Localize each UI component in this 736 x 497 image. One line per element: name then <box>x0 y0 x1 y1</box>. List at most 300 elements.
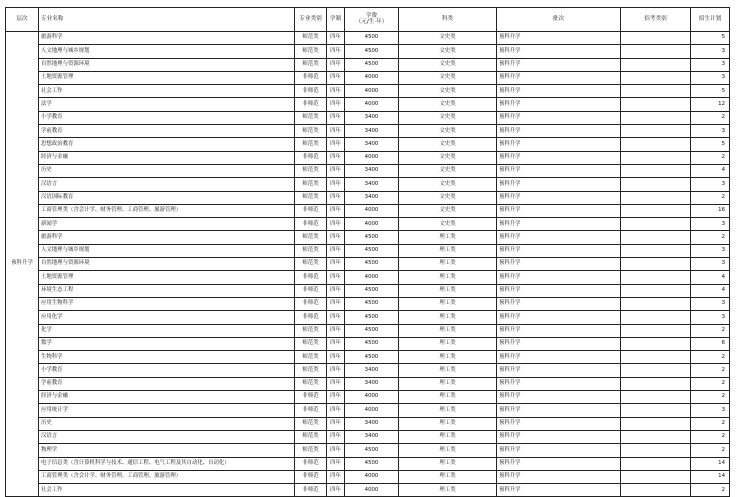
table-row <box>6 164 730 177</box>
table-row <box>6 204 730 217</box>
subject-cell: 理工类 <box>399 311 497 324</box>
quota-cell: 2 <box>691 151 730 164</box>
tuition-cell: 3400 <box>345 164 399 177</box>
duration-cell: 四年 <box>327 125 345 138</box>
batch-cell: 预科升学 <box>497 125 621 138</box>
table-body <box>6 32 730 497</box>
tuition-cell: 4500 <box>345 45 399 58</box>
table-row <box>6 311 730 324</box>
subject-cell: 理工类 <box>399 231 497 244</box>
tuition-cell: 4500 <box>345 457 399 470</box>
quota-cell: 2 <box>691 391 730 404</box>
subject-cell: 理工类 <box>399 271 497 284</box>
batch-cell: 预科升学 <box>497 32 621 45</box>
quota-cell: 3 <box>691 218 730 231</box>
batch-cell: 预科升学 <box>497 204 621 217</box>
major-type-cell: 非师范 <box>295 218 327 231</box>
major-name-cell: 土地资源管理 <box>39 71 295 84</box>
batch-cell: 预科升学 <box>497 271 621 284</box>
exam-type-cell <box>621 337 691 350</box>
subject-cell: 文史类 <box>399 45 497 58</box>
table-row <box>6 231 730 244</box>
major-type-cell: 非师范 <box>295 71 327 84</box>
batch-cell: 预科升学 <box>497 377 621 390</box>
batch-cell: 预科升学 <box>497 111 621 124</box>
batch-cell: 预科升学 <box>497 178 621 191</box>
major-type-cell: 非师范 <box>295 85 327 98</box>
batch-cell: 预科升学 <box>497 311 621 324</box>
major-type-cell: 师范类 <box>295 111 327 124</box>
major-type-cell: 师范类 <box>295 444 327 457</box>
batch-cell: 预科升学 <box>497 85 621 98</box>
tuition-cell: 4500 <box>345 58 399 71</box>
duration-cell: 四年 <box>327 284 345 297</box>
exam-type-cell <box>621 178 691 191</box>
major-type-cell: 非师范 <box>295 470 327 483</box>
subject-cell: 文史类 <box>399 58 497 71</box>
tuition-cell: 4500 <box>345 337 399 350</box>
batch-cell: 预科升学 <box>497 71 621 84</box>
exam-type-cell <box>621 58 691 71</box>
batch-cell: 预科升学 <box>497 364 621 377</box>
subject-cell: 文史类 <box>399 218 497 231</box>
quota-cell: 3 <box>691 297 730 310</box>
tuition-cell: 4500 <box>345 32 399 45</box>
quota-cell: 3 <box>691 125 730 138</box>
quota-cell: 2 <box>691 377 730 390</box>
batch-cell: 预科升学 <box>497 324 621 337</box>
tuition-cell: 4000 <box>345 271 399 284</box>
tuition-cell: 4000 <box>345 98 399 111</box>
table-row <box>6 324 730 337</box>
duration-cell: 四年 <box>327 218 345 231</box>
duration-cell: 四年 <box>327 470 345 483</box>
major-type-cell: 非师范 <box>295 284 327 297</box>
tuition-cell: 3400 <box>345 111 399 124</box>
major-name-cell: 新闻学 <box>39 218 295 231</box>
duration-cell: 四年 <box>327 58 345 71</box>
exam-type-cell <box>621 324 691 337</box>
quota-cell: 5 <box>691 138 730 151</box>
batch-cell: 预科升学 <box>497 58 621 71</box>
major-name-cell: 汉语言 <box>39 178 295 191</box>
quota-cell: 2 <box>691 484 730 497</box>
enrollment-plan-table <box>5 7 730 497</box>
table-row <box>6 98 730 111</box>
major-name-cell: 小学教育 <box>39 111 295 124</box>
major-name-cell: 数学 <box>39 337 295 350</box>
tuition-cell: 4000 <box>345 85 399 98</box>
quota-cell: 5 <box>691 32 730 45</box>
major-type-cell: 师范类 <box>295 417 327 430</box>
batch-cell: 预科升学 <box>497 457 621 470</box>
table-row <box>6 391 730 404</box>
major-type-cell: 师范类 <box>295 364 327 377</box>
batch-cell: 预科升学 <box>497 45 621 58</box>
batch-cell: 预科升学 <box>497 404 621 417</box>
quota-cell: 12 <box>691 98 730 111</box>
subject-cell: 理工类 <box>399 364 497 377</box>
duration-cell: 四年 <box>327 324 345 337</box>
table-row <box>6 138 730 151</box>
batch-cell: 预科升学 <box>497 417 621 430</box>
major-type-cell: 师范类 <box>295 244 327 257</box>
table-row <box>6 430 730 443</box>
major-type-cell: 师范类 <box>295 32 327 45</box>
exam-type-cell <box>621 470 691 483</box>
header-duration: 学制 <box>327 8 345 32</box>
duration-cell: 四年 <box>327 244 345 257</box>
table-row <box>6 417 730 430</box>
quota-cell: 3 <box>691 58 730 71</box>
batch-cell: 预科升学 <box>497 337 621 350</box>
exam-type-cell <box>621 164 691 177</box>
duration-cell: 四年 <box>327 85 345 98</box>
major-name-cell: 应用化学 <box>39 311 295 324</box>
duration-cell: 四年 <box>327 391 345 404</box>
major-name-cell: 化学 <box>39 324 295 337</box>
quota-cell: 2 <box>691 231 730 244</box>
exam-type-cell <box>621 457 691 470</box>
table-row <box>6 151 730 164</box>
major-type-cell: 师范类 <box>295 164 327 177</box>
duration-cell: 四年 <box>327 191 345 204</box>
table-row <box>6 364 730 377</box>
subject-cell: 理工类 <box>399 324 497 337</box>
major-name-cell: 学前教育 <box>39 125 295 138</box>
exam-type-cell <box>621 231 691 244</box>
subject-cell: 理工类 <box>399 430 497 443</box>
exam-type-cell <box>621 258 691 271</box>
table-row <box>6 71 730 84</box>
tuition-cell: 3400 <box>345 178 399 191</box>
duration-cell: 四年 <box>327 484 345 497</box>
subject-cell: 理工类 <box>399 337 497 350</box>
major-name-cell: 社会工作 <box>39 85 295 98</box>
table-row <box>6 271 730 284</box>
major-name-cell: 人文地理与城乡规划 <box>39 45 295 58</box>
exam-type-cell <box>621 85 691 98</box>
exam-type-cell <box>621 284 691 297</box>
table-row <box>6 297 730 310</box>
major-type-cell: 师范类 <box>295 324 327 337</box>
major-type-cell: 师范类 <box>295 178 327 191</box>
duration-cell: 四年 <box>327 430 345 443</box>
tuition-cell: 4500 <box>345 284 399 297</box>
batch-cell: 预科升学 <box>497 138 621 151</box>
table-row <box>6 404 730 417</box>
major-type-cell: 师范类 <box>295 351 327 364</box>
subject-cell: 理工类 <box>399 457 497 470</box>
major-name-cell: 思想政治教育 <box>39 138 295 151</box>
batch-cell: 预科升学 <box>497 231 621 244</box>
subject-cell: 理工类 <box>399 484 497 497</box>
exam-type-cell <box>621 417 691 430</box>
tuition-cell: 3400 <box>345 377 399 390</box>
exam-type-cell <box>621 111 691 124</box>
table-row <box>6 85 730 98</box>
header-exam-type: 招考类别 <box>621 8 691 32</box>
exam-type-cell <box>621 271 691 284</box>
major-type-cell: 师范类 <box>295 138 327 151</box>
tuition-cell: 4500 <box>345 297 399 310</box>
duration-cell: 四年 <box>327 178 345 191</box>
tuition-cell: 3400 <box>345 125 399 138</box>
subject-cell: 文史类 <box>399 204 497 217</box>
tuition-cell: 4500 <box>345 351 399 364</box>
table-row <box>6 218 730 231</box>
header-row <box>6 8 730 32</box>
quota-cell: 2 <box>691 417 730 430</box>
batch-cell: 预科升学 <box>497 351 621 364</box>
major-name-cell: 经济与金融 <box>39 151 295 164</box>
table-row <box>6 58 730 71</box>
major-name-cell: 旅游科学 <box>39 32 295 45</box>
major-name-cell: 工商管理类（含会计学、财务管理、工商管理、旅游管理） <box>39 470 295 483</box>
duration-cell: 四年 <box>327 364 345 377</box>
duration-cell: 四年 <box>327 377 345 390</box>
exam-type-cell <box>621 444 691 457</box>
quota-cell: 2 <box>691 191 730 204</box>
subject-cell: 文史类 <box>399 85 497 98</box>
tuition-cell: 4500 <box>345 324 399 337</box>
major-type-cell: 非师范 <box>295 297 327 310</box>
major-name-cell: 经济与金融 <box>39 391 295 404</box>
major-type-cell: 师范类 <box>295 258 327 271</box>
quota-cell: 2 <box>691 430 730 443</box>
table-row <box>6 32 730 45</box>
exam-type-cell <box>621 351 691 364</box>
quota-cell: 4 <box>691 284 730 297</box>
duration-cell: 四年 <box>327 457 345 470</box>
subject-cell: 理工类 <box>399 377 497 390</box>
tuition-cell: 4500 <box>345 444 399 457</box>
major-name-cell: 人文地理与城乡规划 <box>39 244 295 257</box>
quota-cell: 14 <box>691 470 730 483</box>
table-row <box>6 470 730 483</box>
major-name-cell: 生物科学 <box>39 351 295 364</box>
exam-type-cell <box>621 430 691 443</box>
quota-cell: 2 <box>691 444 730 457</box>
batch-cell: 预科升学 <box>497 164 621 177</box>
major-type-cell: 非师范 <box>295 457 327 470</box>
tuition-cell: 4500 <box>345 311 399 324</box>
tuition-cell: 4000 <box>345 71 399 84</box>
batch-cell: 预科升学 <box>497 244 621 257</box>
batch-cell: 预科升学 <box>497 470 621 483</box>
tuition-cell: 4000 <box>345 151 399 164</box>
duration-cell: 四年 <box>327 98 345 111</box>
major-type-cell: 师范类 <box>295 58 327 71</box>
quota-cell: 6 <box>691 337 730 350</box>
exam-type-cell <box>621 377 691 390</box>
category-cell: 预科升学 <box>6 32 39 497</box>
duration-cell: 四年 <box>327 204 345 217</box>
quota-cell: 3 <box>691 258 730 271</box>
subject-cell: 文史类 <box>399 164 497 177</box>
table-row <box>6 244 730 257</box>
duration-cell: 四年 <box>327 71 345 84</box>
duration-cell: 四年 <box>327 404 345 417</box>
major-type-cell: 师范类 <box>295 231 327 244</box>
major-name-cell: 社会工作 <box>39 484 295 497</box>
subject-cell: 理工类 <box>399 417 497 430</box>
quota-cell: 3 <box>691 45 730 58</box>
subject-cell: 理工类 <box>399 244 497 257</box>
major-type-cell: 师范类 <box>295 377 327 390</box>
major-type-cell: 非师范 <box>295 311 327 324</box>
major-name-cell: 汉语言 <box>39 430 295 443</box>
quota-cell: 3 <box>691 244 730 257</box>
major-name-cell: 学前教育 <box>39 377 295 390</box>
quota-cell: 3 <box>691 311 730 324</box>
header-subject: 科类 <box>399 8 497 32</box>
tuition-cell: 4500 <box>345 244 399 257</box>
major-name-cell: 物理学 <box>39 444 295 457</box>
major-name-cell: 小学教育 <box>39 364 295 377</box>
quota-cell: 2 <box>691 111 730 124</box>
exam-type-cell <box>621 204 691 217</box>
exam-type-cell <box>621 125 691 138</box>
subject-cell: 理工类 <box>399 297 497 310</box>
major-name-cell: 电子信息类（含计算机科学与技术、通信工程、电气工程及其自动化、自动化） <box>39 457 295 470</box>
quota-cell: 2 <box>691 324 730 337</box>
major-type-cell: 师范类 <box>295 125 327 138</box>
batch-cell: 预科升学 <box>497 98 621 111</box>
duration-cell: 四年 <box>327 231 345 244</box>
table-row <box>6 191 730 204</box>
major-type-cell: 师范类 <box>295 430 327 443</box>
quota-cell: 5 <box>691 85 730 98</box>
batch-cell: 预科升学 <box>497 444 621 457</box>
header-tuition: 学费 （元/生·年） <box>345 8 399 32</box>
duration-cell: 四年 <box>327 297 345 310</box>
table-row <box>6 377 730 390</box>
duration-cell: 四年 <box>327 351 345 364</box>
major-type-cell: 师范类 <box>295 45 327 58</box>
batch-cell: 预科升学 <box>497 151 621 164</box>
duration-cell: 四年 <box>327 258 345 271</box>
table-row <box>6 125 730 138</box>
duration-cell: 四年 <box>327 311 345 324</box>
major-name-cell: 自然地理与资源环境 <box>39 258 295 271</box>
table-row <box>6 337 730 350</box>
subject-cell: 理工类 <box>399 391 497 404</box>
tuition-cell: 3400 <box>345 191 399 204</box>
quota-cell: 2 <box>691 351 730 364</box>
subject-cell: 理工类 <box>399 258 497 271</box>
subject-cell: 文史类 <box>399 98 497 111</box>
major-name-cell: 法学 <box>39 98 295 111</box>
major-name-cell: 历史 <box>39 417 295 430</box>
subject-cell: 文史类 <box>399 191 497 204</box>
table-row <box>6 444 730 457</box>
major-name-cell: 旅游科学 <box>39 231 295 244</box>
subject-cell: 理工类 <box>399 470 497 483</box>
duration-cell: 四年 <box>327 32 345 45</box>
subject-cell: 文史类 <box>399 71 497 84</box>
major-name-cell: 土地资源管理 <box>39 271 295 284</box>
batch-cell: 预科升学 <box>497 297 621 310</box>
exam-type-cell <box>621 191 691 204</box>
exam-type-cell <box>621 32 691 45</box>
major-type-cell: 非师范 <box>295 98 327 111</box>
batch-cell: 预科升学 <box>497 191 621 204</box>
tuition-cell: 4000 <box>345 470 399 483</box>
header-major-name: 专业名称 <box>39 8 295 32</box>
quota-cell: 4 <box>691 164 730 177</box>
major-type-cell: 师范类 <box>295 191 327 204</box>
subject-cell: 理工类 <box>399 284 497 297</box>
major-name-cell: 应用统计学 <box>39 404 295 417</box>
header-major-type: 专业类别 <box>295 8 327 32</box>
batch-cell: 预科升学 <box>497 430 621 443</box>
exam-type-cell <box>621 311 691 324</box>
tuition-cell: 4000 <box>345 204 399 217</box>
subject-cell: 文史类 <box>399 32 497 45</box>
tuition-cell: 4500 <box>345 258 399 271</box>
exam-type-cell <box>621 218 691 231</box>
table-row <box>6 111 730 124</box>
header-batch: 批次 <box>497 8 621 32</box>
quota-cell: 2 <box>691 364 730 377</box>
quota-cell: 3 <box>691 71 730 84</box>
exam-type-cell <box>621 71 691 84</box>
exam-type-cell <box>621 484 691 497</box>
duration-cell: 四年 <box>327 271 345 284</box>
major-name-cell: 自然地理与资源环境 <box>39 58 295 71</box>
major-type-cell: 非师范 <box>295 151 327 164</box>
duration-cell: 四年 <box>327 151 345 164</box>
tuition-cell: 4000 <box>345 218 399 231</box>
batch-cell: 预科升学 <box>497 284 621 297</box>
tuition-cell: 3400 <box>345 417 399 430</box>
tuition-cell: 3400 <box>345 430 399 443</box>
header-quota: 招生计划 <box>691 8 730 32</box>
major-name-cell: 历史 <box>39 164 295 177</box>
table-row <box>6 45 730 58</box>
table-row <box>6 178 730 191</box>
subject-cell: 理工类 <box>399 444 497 457</box>
exam-type-cell <box>621 151 691 164</box>
exam-type-cell <box>621 364 691 377</box>
duration-cell: 四年 <box>327 417 345 430</box>
tuition-cell: 4000 <box>345 404 399 417</box>
subject-cell: 文史类 <box>399 125 497 138</box>
subject-cell: 文史类 <box>399 178 497 191</box>
major-name-cell: 汉语国际教育 <box>39 191 295 204</box>
exam-type-cell <box>621 297 691 310</box>
subject-cell: 文史类 <box>399 151 497 164</box>
subject-cell: 文史类 <box>399 138 497 151</box>
major-type-cell: 非师范 <box>295 391 327 404</box>
exam-type-cell <box>621 45 691 58</box>
major-name-cell: 工商管理类（含会计学、财务管理、工商管理、旅游管理） <box>39 204 295 217</box>
tuition-cell: 3400 <box>345 364 399 377</box>
major-type-cell: 非师范 <box>295 404 327 417</box>
major-type-cell: 师范类 <box>295 337 327 350</box>
duration-cell: 四年 <box>327 337 345 350</box>
table-row <box>6 351 730 364</box>
duration-cell: 四年 <box>327 111 345 124</box>
batch-cell: 预科升学 <box>497 258 621 271</box>
batch-cell: 预科升学 <box>497 391 621 404</box>
header-level: 层次 <box>6 8 39 32</box>
tuition-cell: 4000 <box>345 484 399 497</box>
table-row <box>6 258 730 271</box>
major-name-cell: 应用生物科学 <box>39 297 295 310</box>
major-type-cell: 非师范 <box>295 204 327 217</box>
